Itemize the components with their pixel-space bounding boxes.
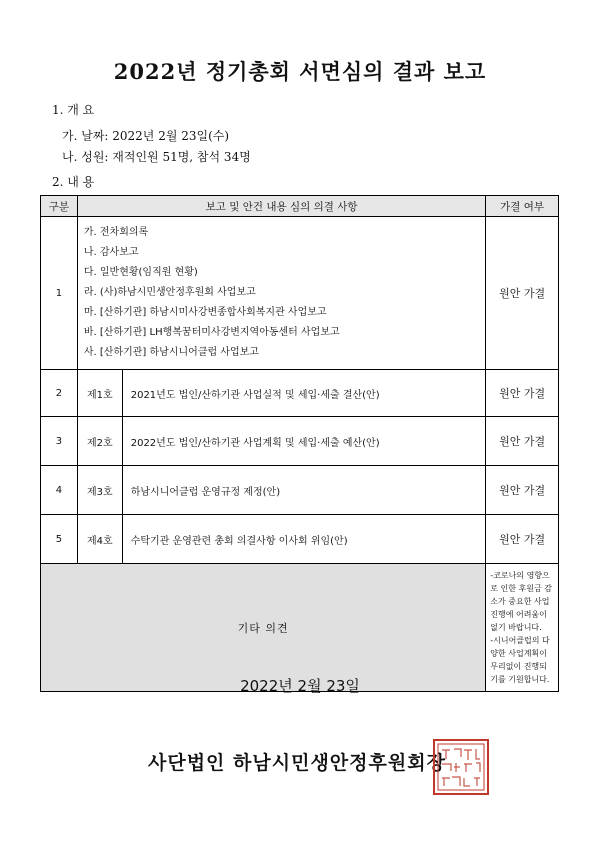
official-seal-icon xyxy=(432,738,490,796)
header-result: 가결 여부 xyxy=(486,196,559,217)
list-item: 바. [산하기관] LH행복꿈터미사강변지역아동센터 사업보고 xyxy=(83,327,340,338)
agenda-content: 2022년도 법인/산하기관 사업계획 및 세입·세출 예산(안) xyxy=(122,417,486,466)
agenda-number: 제1호 xyxy=(77,370,122,417)
agenda-number: 제3호 xyxy=(77,466,122,515)
row-result: 원안 가결 xyxy=(486,370,559,417)
agenda-content: 하남시니어클럽 운영규정 제정(안) xyxy=(122,466,486,515)
meeting-quorum: 나. 성원: 재적인원 51명, 참석 34명 xyxy=(62,150,251,164)
row-result: 원안 가결 xyxy=(486,466,559,515)
table-row xyxy=(41,417,559,466)
section-overview-heading: 1. 개 요 xyxy=(52,103,95,117)
other-opinions-text xyxy=(486,564,559,692)
opinion-item: -시니어클럽의 다양한 사업계획이 무리없이 진행되기를 기원합니다. xyxy=(490,636,550,684)
agenda-content: 수탁기관 운영관련 총회 의결사항 이사회 위임(안) xyxy=(122,515,486,564)
table-row xyxy=(41,515,559,564)
other-opinions-row xyxy=(41,564,559,692)
row-number: 4 xyxy=(41,466,78,515)
resolution-table xyxy=(40,195,559,692)
opinion-item: -코로나의 영향으로 인한 후원금 감소가 중요한 사업진행에 어려움이 없기 바랍니다. xyxy=(490,571,552,632)
row-number: 1 xyxy=(41,217,78,370)
row-number: 5 xyxy=(41,515,78,564)
list-item: 라. (사)하남시민생안정후원회 사업보고 xyxy=(83,287,256,298)
meeting-date: 가. 날짜: 2022년 2월 23일(수) xyxy=(62,129,230,143)
section-content-heading: 2. 내 용 xyxy=(52,175,95,189)
agenda-number: 제2호 xyxy=(77,417,122,466)
row-result: 원안 가결 xyxy=(486,515,559,564)
table-header-row xyxy=(41,196,559,217)
report-items-list xyxy=(77,217,485,370)
row-number: 3 xyxy=(41,417,78,466)
row-number: 2 xyxy=(41,370,78,417)
header-content: 보고 및 안건 내용 심의 의결 사항 xyxy=(77,196,485,217)
report-date: 2022년 2월 23일 xyxy=(240,677,360,695)
list-item: 나. 감사보고 xyxy=(83,247,139,258)
table-row xyxy=(41,370,559,417)
list-item: 가. 전차회의록 xyxy=(83,227,149,238)
table-row xyxy=(41,466,559,515)
table-row xyxy=(41,217,559,370)
header-category: 구분 xyxy=(41,196,78,217)
agenda-number: 제4호 xyxy=(77,515,122,564)
agenda-content: 2021년도 법인/산하기관 사업실적 및 세입·세출 결산(안) xyxy=(122,370,486,417)
row-result: 원안 가결 xyxy=(486,217,559,370)
list-item: 다. 일반현황(임직원 현황) xyxy=(83,267,198,278)
list-item: 마. [산하기관] 하남시미사강변종합사회복지관 사업보고 xyxy=(83,307,327,318)
other-opinions-label: 기타 의견 xyxy=(41,564,486,692)
organization-signature: 사단법인 하남시민생안정후원회장 xyxy=(148,752,446,774)
list-item: 사. [산하기관] 하남시니어클럽 사업보고 xyxy=(83,347,259,358)
document-title: 2022년 정기총회 서면심의 결과 보고 xyxy=(113,59,487,84)
row-result: 원안 가결 xyxy=(486,417,559,466)
